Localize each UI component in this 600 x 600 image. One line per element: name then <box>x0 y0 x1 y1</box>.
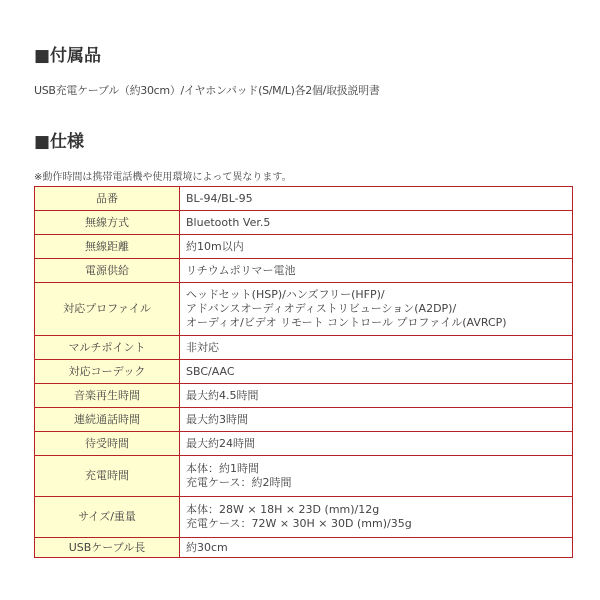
value-line: 本体：28W × 18H × 23D (mm)/12g <box>186 503 380 516</box>
value-line: 約10m以内 <box>186 239 244 253</box>
table-row-music-playback-time <box>35 384 573 408</box>
row-value <box>180 408 573 432</box>
table-row-wireless-method <box>35 211 573 235</box>
value-line: BL-94/BL-95 <box>186 191 253 205</box>
table-row-profiles <box>35 283 573 336</box>
value-line: SBC/AAC <box>186 364 235 378</box>
accessories-list: USB充電ケーブル（約30cm）/イヤホンパッド(S/M/L)各2個/取扱説明書 <box>34 84 380 97</box>
row-value <box>180 432 573 456</box>
table-row-model-number <box>35 187 573 211</box>
row-label: 充電時間 <box>35 456 180 497</box>
row-value <box>180 538 573 558</box>
row-value <box>180 360 573 384</box>
value-line: 本体：約1時間 <box>186 462 259 475</box>
row-label: 連続通話時間 <box>35 408 180 432</box>
row-value <box>180 211 573 235</box>
row-label: 対応プロファイル <box>35 283 180 336</box>
spec-table <box>34 186 573 558</box>
row-value <box>180 384 573 408</box>
value-line: 最大約24時間 <box>186 436 255 450</box>
value-line: 非対応 <box>186 340 219 354</box>
value-line: 最大約3時間 <box>186 412 248 426</box>
row-value <box>180 259 573 283</box>
row-label: 対応コーデック <box>35 360 180 384</box>
table-row-power-supply <box>35 259 573 283</box>
value-line: Bluetooth Ver.5 <box>186 215 271 229</box>
table-row-multipoint <box>35 336 573 360</box>
row-label: マルチポイント <box>35 336 180 360</box>
table-row-usb-cable-length <box>35 538 573 558</box>
row-label: 無線方式 <box>35 211 180 235</box>
row-label: 電源供給 <box>35 259 180 283</box>
row-label: 品番 <box>35 187 180 211</box>
table-row-codec <box>35 360 573 384</box>
row-label: 音楽再生時間 <box>35 384 180 408</box>
value-line: ヘッドセット(HSP)/ハンズフリー(HFP)/ <box>186 288 385 301</box>
value-line: 充電ケース：約2時間 <box>186 476 292 489</box>
value-line: アドバンスオーディオディストリビューション(A2DP)/ <box>186 302 457 315</box>
row-value <box>180 187 573 211</box>
value-line: 充電ケース：72W × 30H × 30D (mm)/35g <box>186 517 412 530</box>
value-line: 最大約4.5時間 <box>186 388 259 402</box>
operating-time-note: ※動作時間は携帯電話機や使用環境によって異なります。 <box>34 172 292 183</box>
row-label: USBケーブル長 <box>35 538 180 558</box>
row-value <box>180 283 573 336</box>
specs-heading: ■仕様 <box>34 132 85 152</box>
row-value <box>180 497 573 538</box>
table-row-wireless-range <box>35 235 573 259</box>
table-row-talk-time <box>35 408 573 432</box>
row-value <box>180 336 573 360</box>
row-label: 待受時間 <box>35 432 180 456</box>
accessories-heading: ■付属品 <box>34 46 102 66</box>
value-line: リチウムポリマー電池 <box>186 263 296 277</box>
table-row-size-weight <box>35 497 573 538</box>
value-line: 約30cm <box>186 540 228 554</box>
row-value <box>180 235 573 259</box>
table-row-charging-time <box>35 456 573 497</box>
row-label: サイズ/重量 <box>35 497 180 538</box>
row-label: 無線距離 <box>35 235 180 259</box>
row-value <box>180 456 573 497</box>
value-line: オーディオ/ビデオ リモート コントロール プロファイル(AVRCP) <box>186 316 507 329</box>
table-row-standby-time <box>35 432 573 456</box>
